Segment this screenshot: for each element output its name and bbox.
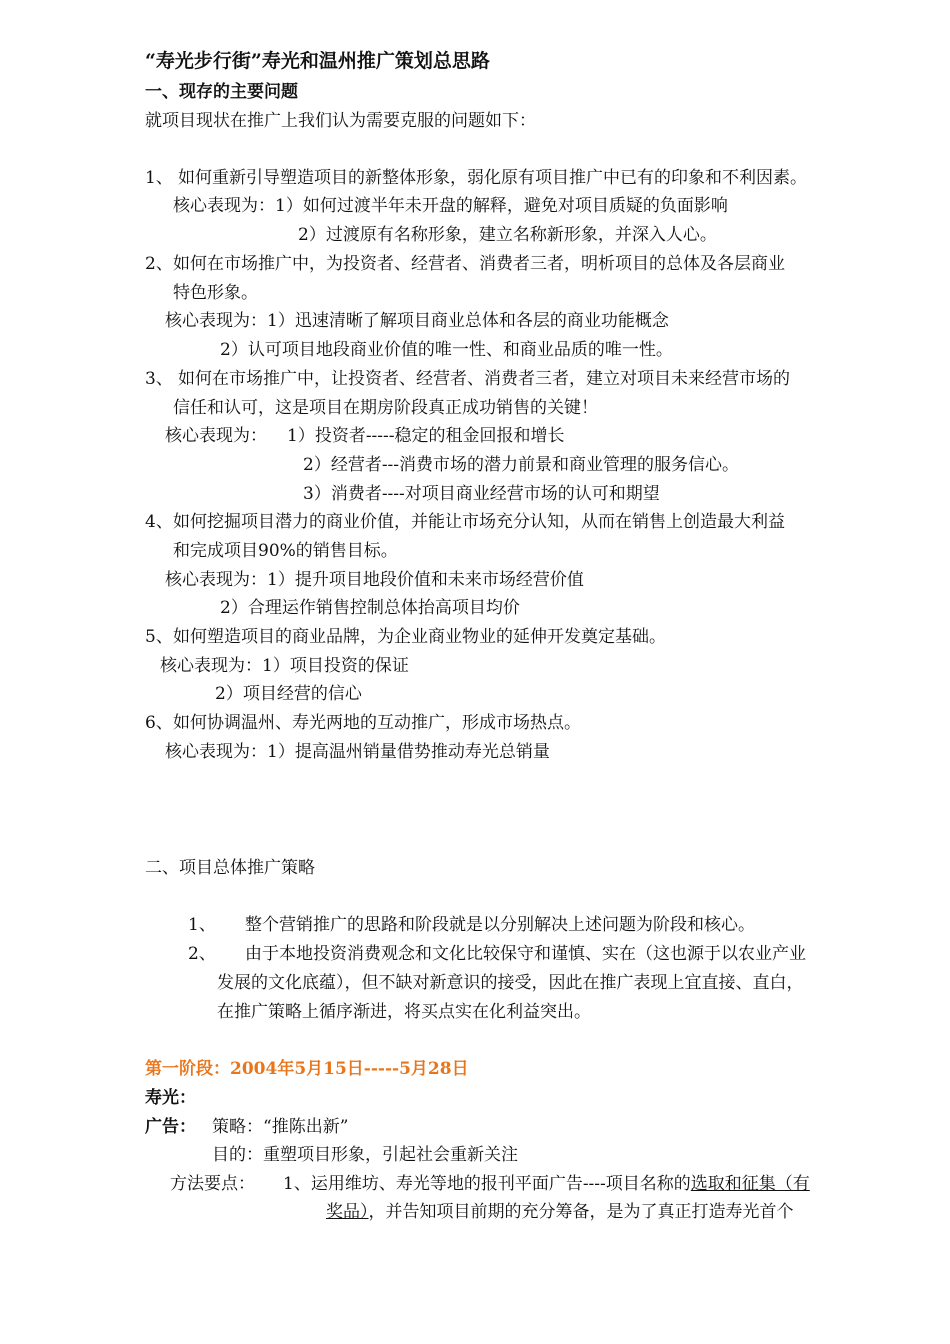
ad-label: 广告： — [145, 1117, 196, 1137]
item-text: 如何挖掘项目潜力的商业价值，并能让市场充分认知，从而在销售上创造最大利益 — [173, 512, 785, 532]
section1-intro: 就项目现状在推广上我们认为需要克服的问题如下： — [145, 111, 536, 131]
core-point: 2）合理运作销售控制总体抬高项目均价 — [220, 598, 520, 618]
strategy-text: 由于本地投资消费观念和文化比较保守和谨慎、实在（这也源于以农业产业 — [245, 944, 806, 964]
core-point: 2）过渡原有名称形象，建立名称新形象，并深入人心。 — [298, 225, 717, 245]
item-text: 如何塑造项目的商业品牌，为企业商业物业的延伸开发奠定基础。 — [173, 627, 666, 647]
method-underlined-text: 奖品） — [326, 1202, 369, 1222]
core-point: 2）项目经营的信心 — [215, 684, 362, 704]
strategy-line: 策略：“推陈出新” — [212, 1117, 349, 1137]
section1-heading: 一、现存的主要问题 — [145, 82, 298, 102]
city-label: 寿光： — [145, 1088, 196, 1108]
purpose-line: 目的：重塑项目形象，引起社会重新关注 — [212, 1145, 518, 1165]
core-point: 1）如何过渡半年未开盘的解释，避免对项目质疑的负面影响 — [275, 196, 728, 216]
core-label: 核心表现为： — [160, 656, 262, 676]
core-point: 1）投资者-----稳定的租金回报和增长 — [287, 426, 565, 446]
phase-heading: 第一阶段：2004年5月15日-----5月28日 — [145, 1059, 469, 1079]
strategy-text: 整个营销推广的思路和阶段就是以分别解决上述问题为阶段和核心。 — [245, 915, 755, 935]
core-label: 核心表现为： — [165, 426, 267, 446]
core-label: 核心表现为： — [165, 570, 267, 590]
item-text: 如何重新引导塑造项目的新整体形象，弱化原有项目推广中已有的印象和不利因素。 — [178, 168, 807, 188]
item-text-continued: 和完成项目90%的销售目标。 — [173, 541, 398, 561]
core-label: 核心表现为： — [165, 742, 267, 762]
method-line-continued — [326, 1200, 794, 1224]
section2-heading: 二、项目总体推广策略 — [145, 858, 315, 878]
item-number: 6、 — [145, 713, 173, 733]
core-label: 核心表现为： — [173, 196, 275, 216]
method-text: ，并告知项目前期的充分筹备，是为了真正打造寿光首个 — [368, 1202, 794, 1222]
core-point: 2）经营者---消费市场的潜力前景和商业管理的服务信心。 — [303, 455, 740, 475]
item-text: 如何在市场推广中，为投资者、经营者、消费者三者，明析项目的总体及各层商业 — [173, 254, 785, 274]
item-number: 3、 — [145, 369, 173, 389]
core-point: 1）项目投资的保证 — [262, 656, 409, 676]
item-number: 5、 — [145, 627, 173, 647]
document-title: “寿光步行街”寿光和温州推广策划总思路 — [145, 50, 490, 72]
item-number: 4、 — [145, 512, 173, 532]
core-point: 2）认可项目地段商业价值的唯一性、和商业品质的唯一性。 — [220, 340, 673, 360]
strategy-text-continued: 发展的文化底蕴），但不缺对新意识的接受，因此在推广表现上宜直接、直白， — [217, 973, 804, 993]
item-number: 1、 — [145, 168, 173, 188]
core-point: 1）提高温州销量借势推动寿光总销量 — [267, 742, 550, 762]
item-text: 如何在市场推广中，让投资者、经营者、消费者三者，建立对项目未来经营市场的 — [178, 369, 790, 389]
strategy-text-continued: 在推广策略上循序渐进，将买点实在化利益突出。 — [217, 1002, 591, 1022]
method-underlined-text: 选取和征集（有 — [690, 1174, 810, 1194]
strategy-number: 1、 — [188, 915, 216, 935]
strategy-number: 2、 — [188, 944, 216, 964]
core-point: 1）提升项目地段价值和未来市场经营价值 — [267, 570, 584, 590]
item-number: 2、 — [145, 254, 173, 274]
method-line — [283, 1172, 810, 1196]
method-text: 1、运用维坊、寿光等地的报刊平面广告----项目名称的 — [283, 1174, 691, 1194]
core-point: 1）迅速清晰了解项目商业总体和各层的商业功能概念 — [267, 311, 669, 331]
item-text-continued: 特色形象。 — [173, 283, 258, 303]
core-point: 3）消费者----对项目商业经营市场的认可和期望 — [303, 484, 660, 504]
item-text-continued: 信任和认可，这是项目在期房阶段真正成功销售的关键！ — [173, 398, 598, 418]
core-label: 核心表现为： — [165, 311, 267, 331]
item-text: 如何协调温州、寿光两地的互动推广，形成市场热点。 — [173, 713, 581, 733]
method-label: 方法要点： — [170, 1174, 255, 1194]
